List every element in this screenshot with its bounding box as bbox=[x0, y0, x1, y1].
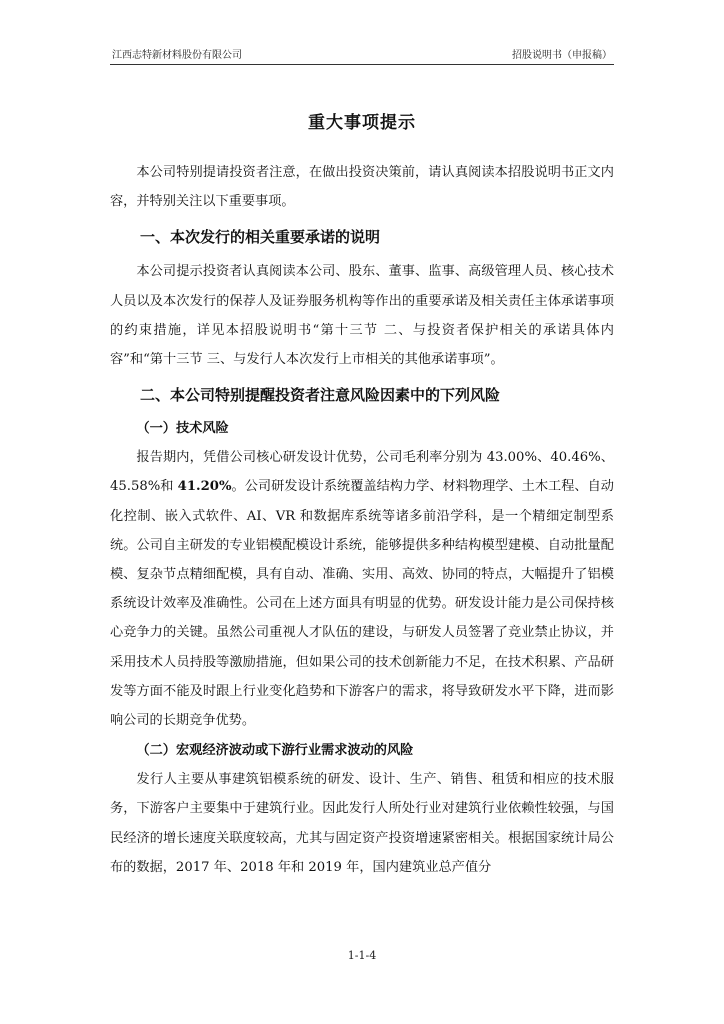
page-header bbox=[110, 48, 614, 65]
macro-risk-paragraph: 发行人主要从事建筑铝模系统的研发、设计、生产、销售、租赁和相应的技术服务，下游客户主要集中于建筑行业。因此发行人所处行业对建筑行业依赖性较强，与国民经济的增长速度关联度较高，尤其与固定资产投资增速紧密相关。根据国家统计局公布的数据，2017 年、2018 年和 2019 年，国内建筑业总产值分 bbox=[110, 772, 614, 875]
technical-risk-paragraph bbox=[110, 443, 614, 735]
header-company-name: 江西志特新材料股份有限公司 bbox=[112, 50, 242, 61]
header-document-type: 招股说明书（申报稿） bbox=[512, 50, 612, 61]
section-1-paragraph: 本公司提示投资者认真阅读本公司、股东、董事、监事、高级管理人员、核心技术人员以及本次发行的保荐人及证券服务机构等作出的重要承诺及相关责任主体承诺事项的约束措施，详见本招股说明书“第十三节 二、与投资者保护相关的承诺具体内容”和“第十三节 三、与发行人本次发行上市相关的其他承诺事项”。 bbox=[110, 264, 614, 368]
document-body bbox=[110, 158, 614, 882]
intro-paragraph: 本公司特别提请投资者注意，在做出投资决策前，请认真阅读本招股说明书正文内容，并特别关注以下重要事项。 bbox=[110, 165, 614, 210]
technical-risk-heading: （一）技术风险 bbox=[136, 421, 229, 437]
section-2-heading: 二、本公司特别提醒投资者注意风险因素中的下列风险 bbox=[140, 386, 501, 405]
technical-risk-margin-highlight: 41.20% bbox=[177, 479, 232, 495]
page-number: 1-1-4 bbox=[347, 949, 377, 962]
section-1-heading: 一、本次发行的相关重要承诺的说明 bbox=[140, 228, 381, 247]
page-title: 重大事项提示 bbox=[308, 113, 416, 133]
technical-risk-text-start: 报告期内，凭借公司核心研发设计优势，公司毛利率分别为 43.00%、40.46%、45.58%和 bbox=[110, 450, 614, 495]
macro-risk-heading: （二）宏观经济波动或下游行业需求波动的风险 bbox=[136, 743, 414, 759]
technical-risk-text-end: 。公司研发设计系统覆盖结构力学、材料物理学、土木工程、自动化控制、嵌入式软件、AI、VR 和数据库系统等诸多前沿学科，是一个精细定制型系统。公司自主研发的专业铝模配模设计系统，能够提供多种结构模型建模、自动批量配模、复杂节点精细配模，具有自动、准确、实用、高效、协同的特点，大幅提升了铝模系统设计效率及准确性。公司在上述方面具有明显的优势。研发设计能力是公司保持核心竞争力的关键。虽然公司重视人才队伍的建设，与研发人员签署了竞业禁止协议，并采用技术人员持股等激励措施，但如果公司的技术创新能力不足，在技术积累、产品研发等方面不能及时跟上行业变化趋势和下游客户的需求，将导致研发水平下降，进而影响公司的长期竞争优势。 bbox=[110, 479, 614, 729]
